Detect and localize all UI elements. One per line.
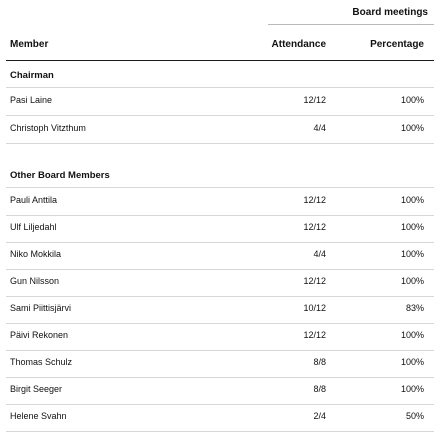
table-row <box>0 404 444 431</box>
table-row <box>0 323 444 350</box>
attendance-value: 8/8 <box>313 357 326 367</box>
attendance-value: 2/4 <box>313 411 326 421</box>
table-row <box>0 215 444 242</box>
row-rule <box>6 143 434 144</box>
row-rule <box>6 431 434 432</box>
member-name: Gun Nilsson <box>10 276 60 286</box>
member-name: Ulf Liljedahl <box>10 222 57 232</box>
attendance-value: 12/12 <box>303 276 326 286</box>
column-header-percentage: Percentage <box>370 39 424 50</box>
attendance-value: 4/4 <box>313 249 326 259</box>
table-row <box>0 88 444 115</box>
attendance-value: 8/8 <box>313 384 326 394</box>
board-meetings-header-underline <box>268 24 434 25</box>
table-row <box>0 296 444 323</box>
board-meetings-header: Board meetings <box>352 7 428 18</box>
table-row <box>0 116 444 143</box>
table-row <box>0 188 444 215</box>
percentage-value: 100% <box>400 195 424 205</box>
percentage-value: 100% <box>400 384 424 394</box>
percentage-value: 50% <box>405 411 424 421</box>
member-name: Helene Svahn <box>10 411 67 421</box>
percentage-value: 83% <box>405 303 424 313</box>
table-row <box>0 377 444 404</box>
attendance-value: 12/12 <box>303 95 326 105</box>
section-title-other-board-members: Other Board Members <box>10 170 110 181</box>
column-header-attendance: Attendance <box>271 39 326 50</box>
percentage-value: 100% <box>400 95 424 105</box>
table-row <box>0 242 444 269</box>
member-name: Päivi Rekonen <box>10 330 69 340</box>
member-name: Niko Mokkila <box>10 249 62 259</box>
table-row <box>0 269 444 296</box>
member-name: Christoph Vitzthum <box>10 123 86 133</box>
member-name: Thomas Schulz <box>10 357 73 367</box>
attendance-value: 12/12 <box>303 222 326 232</box>
column-header-member: Member <box>10 39 49 50</box>
member-name: Pasi Laine <box>10 95 53 105</box>
attendance-value: 4/4 <box>313 123 326 133</box>
table-row <box>0 350 444 377</box>
attendance-value: 12/12 <box>303 330 326 340</box>
member-name: Pauli Anttila <box>10 195 58 205</box>
percentage-value: 100% <box>400 357 424 367</box>
header-rule <box>6 60 434 61</box>
percentage-value: 100% <box>400 249 424 259</box>
section-title-chairman: Chairman <box>10 70 54 81</box>
percentage-value: 100% <box>400 123 424 133</box>
attendance-value: 10/12 <box>303 303 326 313</box>
percentage-value: 100% <box>400 330 424 340</box>
attendance-value: 12/12 <box>303 195 326 205</box>
member-name: Birgit Seeger <box>10 384 63 394</box>
percentage-value: 100% <box>400 276 424 286</box>
percentage-value: 100% <box>400 222 424 232</box>
member-name: Sami Piittisjärvi <box>10 303 72 313</box>
